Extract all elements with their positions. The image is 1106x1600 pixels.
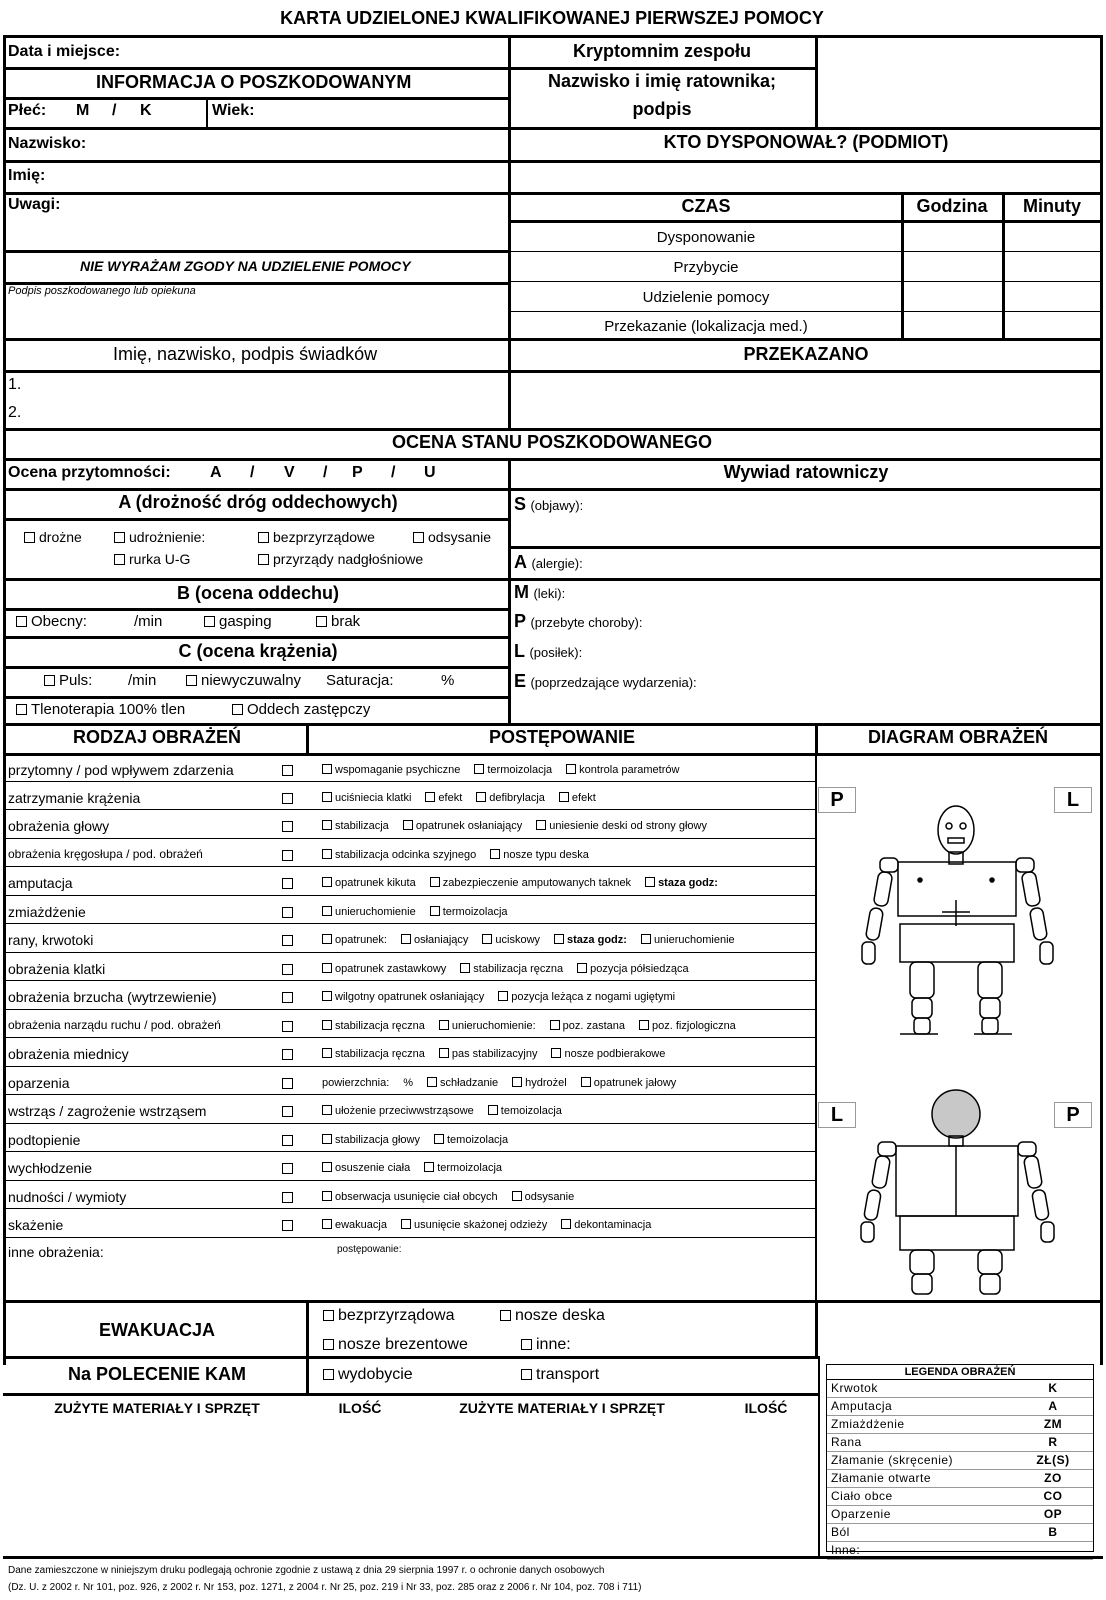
checkbox[interactable] <box>322 792 332 802</box>
injury-type-heading: RODZAJ OBRAŻEŃ <box>72 727 242 747</box>
procedure-options <box>322 1020 736 1032</box>
procedure-option: powierzchnia: <box>322 1077 390 1089</box>
sex-label: Płeć: <box>8 102 47 119</box>
injury-type-checkbox[interactable] <box>282 1106 293 1117</box>
checkbox[interactable] <box>488 1105 498 1115</box>
injury-type-label: obrażenia brzucha (wytrzewienie) <box>8 989 217 1005</box>
legend-injury-name: Złamanie otwarte <box>831 1471 932 1485</box>
procedure-option[interactable]: obserwacja usunięcie ciał obcych <box>322 1191 498 1203</box>
procedure-option[interactable]: unieruchomienie: <box>439 1020 536 1032</box>
procedure-option[interactable]: stabilizacja ręczna <box>322 1048 425 1060</box>
assessment-heading: OCENA STANU POSZKODOWANEGO <box>391 432 713 452</box>
witness-2-label: 2. <box>8 404 22 421</box>
legend-injury-name: Inne: <box>831 1543 861 1557</box>
procedure-option[interactable]: pas stabilizacyjny <box>439 1048 538 1060</box>
avpu-a[interactable]: A <box>210 464 222 481</box>
injury-type-checkbox[interactable] <box>282 1192 293 1203</box>
checkbox[interactable] <box>323 1339 334 1350</box>
signature-note: Podpis poszkodowanego lub opiekuna <box>8 285 196 297</box>
procedure-options <box>322 820 707 832</box>
checkbox[interactable] <box>322 1162 332 1172</box>
procedure-option[interactable]: nosze podbierakowe <box>551 1048 665 1060</box>
procedure-options <box>322 764 679 776</box>
checkbox[interactable] <box>114 554 125 565</box>
procedure-option[interactable]: stabilizacja głowy <box>322 1134 420 1146</box>
legend-injury-code: R <box>1048 1435 1058 1449</box>
legend-injury-name: Zmiażdżenie <box>831 1417 905 1431</box>
checkbox[interactable] <box>322 934 332 944</box>
rescuer-signature-label: podpis <box>632 99 692 119</box>
checkbox[interactable] <box>323 1369 334 1380</box>
checkbox[interactable] <box>413 532 424 543</box>
avpu-p[interactable]: P <box>352 464 363 481</box>
checkbox[interactable] <box>430 877 440 887</box>
time-row-arrival: Przybycie <box>673 259 739 276</box>
checkbox[interactable] <box>581 1077 591 1087</box>
legend-injury-code: CO <box>1043 1489 1063 1503</box>
checkbox[interactable] <box>512 1191 522 1201</box>
injury-type-checkbox[interactable] <box>282 1163 293 1174</box>
airway-open-option[interactable]: drożne <box>24 529 82 545</box>
injury-type-checkbox[interactable] <box>282 821 293 832</box>
time-row-dispatch: Dysponowanie <box>656 229 756 246</box>
checkbox[interactable] <box>639 1020 649 1030</box>
avpu-v[interactable]: V <box>284 464 295 481</box>
checkbox[interactable] <box>322 1134 332 1144</box>
procedure-option[interactable]: staza godz: <box>645 877 718 889</box>
avpu-label: Ocena przytomności: <box>8 464 171 481</box>
injury-type-label: oparzenia <box>8 1075 70 1091</box>
procedure-option[interactable]: uciśniecia klatki <box>322 792 411 804</box>
checkbox[interactable] <box>554 934 564 944</box>
evac-option-other[interactable]: inne: <box>521 1336 571 1354</box>
history-m: M (leki): <box>514 582 566 602</box>
procedure-option[interactable]: ewakuacja <box>322 1219 387 1231</box>
airway-heading: A (drożność dróg oddechowych) <box>118 492 398 512</box>
injury-type-checkbox[interactable] <box>282 992 293 1003</box>
injury-type-checkbox[interactable] <box>282 793 293 804</box>
legend-heading: LEGENDA OBRAŻEŃ <box>827 1365 1093 1380</box>
legend-rows <box>827 1380 1093 1560</box>
procedure-options <box>322 1191 574 1203</box>
procedure-options <box>322 792 596 804</box>
airway-suction-option[interactable]: odsysanie <box>413 529 491 545</box>
form-title: KARTA UDZIELONEJ KWALIFIKOWANEJ PIERWSZEJ POMOCY <box>280 8 824 28</box>
date-place-label: Data i miejsce: <box>8 43 121 60</box>
injury-type-label: zatrzymanie krążenia <box>8 790 141 806</box>
procedure-option[interactable]: schładzanie <box>427 1077 498 1089</box>
kam-order-label: Na POLECENIE KAM <box>67 1364 247 1384</box>
procedure-option: % <box>403 1077 414 1089</box>
procedure-option[interactable]: wilgotny opatrunek osłaniający <box>322 991 484 1003</box>
history-p: P (przebyte choroby): <box>514 611 643 631</box>
breathing-rate-unit: /min <box>134 613 163 630</box>
procedure-option[interactable]: usunięcie skażonej odzieży <box>401 1219 547 1231</box>
injury-type-checkbox[interactable] <box>282 765 293 776</box>
injury-type-checkbox[interactable] <box>282 1078 293 1089</box>
legend-injury-name: Krwotok <box>831 1381 878 1395</box>
sex-option-m[interactable]: M <box>76 102 90 119</box>
checkbox[interactable] <box>500 1310 511 1321</box>
rescuer-name-label: Nazwisko i imię ratownika; <box>547 71 777 91</box>
procedure-options <box>322 934 735 946</box>
checkbox[interactable] <box>316 616 327 627</box>
procedure-option[interactable]: osłaniający <box>401 934 468 946</box>
procedure-option[interactable]: stabilizacja <box>322 820 389 832</box>
patient-info-heading: INFORMACJA O POSZKODOWANYM <box>96 72 412 92</box>
evac-option-transport[interactable]: transport <box>521 1366 599 1384</box>
procedure-option[interactable]: zabezpieczenie amputowanych taknek <box>430 877 631 889</box>
checkbox[interactable] <box>439 1048 449 1058</box>
materials-col-2: ZUŻYTE MATERIAŁY I SPRZĘT <box>459 1400 665 1416</box>
legend-row <box>827 1380 1093 1398</box>
injury-legend <box>826 1364 1094 1557</box>
procedure-option[interactable]: opatrunek jałowy <box>581 1077 677 1089</box>
time-heading: CZAS <box>681 196 731 216</box>
sex-separator: / <box>112 102 117 119</box>
checkbox[interactable] <box>536 820 546 830</box>
avpu-sep: / <box>323 464 328 481</box>
checkbox[interactable] <box>24 532 35 543</box>
injury-type-checkbox[interactable] <box>282 1049 293 1060</box>
procedure-option[interactable]: termoizolacja <box>424 1162 502 1174</box>
legend-injury-name: Ból <box>831 1525 850 1539</box>
injury-type-checkbox[interactable] <box>282 1135 293 1146</box>
legend-injury-code: OP <box>1043 1507 1063 1521</box>
checkbox[interactable] <box>430 906 440 916</box>
checkbox[interactable] <box>16 616 27 627</box>
procedure-option[interactable]: uciskowy <box>482 934 540 946</box>
injury-type-label: nudności / wymioty <box>8 1189 127 1205</box>
checkbox[interactable] <box>44 675 55 686</box>
procedure-options <box>322 1134 508 1146</box>
checkbox[interactable] <box>561 1219 571 1229</box>
checkbox[interactable] <box>434 1134 444 1144</box>
handed-over-heading: PRZEKAZANO <box>743 344 869 364</box>
injury-type-label: zmiażdżenie <box>8 904 86 920</box>
procedure-options <box>322 1219 651 1231</box>
procedure-options <box>322 963 689 975</box>
breathing-heading: B (ocena oddechu) <box>176 583 340 603</box>
procedure-option[interactable]: defibrylacja <box>476 792 545 804</box>
checkbox[interactable] <box>474 764 484 774</box>
checkbox[interactable] <box>322 877 332 887</box>
surname-label: Nazwisko: <box>8 135 87 152</box>
checkbox[interactable] <box>258 532 269 543</box>
procedure-option[interactable]: dekontaminacja <box>561 1219 651 1231</box>
checkbox[interactable] <box>641 934 651 944</box>
history-l: L (posiłek): <box>514 641 583 661</box>
evac-option-canvas[interactable]: nosze brezentowe <box>323 1336 468 1354</box>
procedure-options <box>322 991 675 1003</box>
procedure-options <box>322 849 589 861</box>
procedure-option[interactable]: staza godz: <box>554 934 627 946</box>
procedure-option[interactable]: unieruchomienie <box>641 934 735 946</box>
legend-injury-name: Złamanie (skręcenie) <box>831 1453 954 1467</box>
procedure-option[interactable]: pozycja półsiedząca <box>577 963 688 975</box>
body-diagram-front[interactable] <box>860 800 1060 1040</box>
legend-row <box>827 1488 1093 1506</box>
procedure-option[interactable]: opatrunek osłaniający <box>403 820 522 832</box>
checkbox[interactable] <box>401 934 411 944</box>
procedure-option[interactable]: osuszenie ciała <box>322 1162 410 1174</box>
legend-row <box>827 1398 1093 1416</box>
injury-type-label: wychłodzenie <box>8 1160 93 1176</box>
checkbox[interactable] <box>186 675 197 686</box>
legend-injury-code: ZŁ(S) <box>1036 1453 1070 1467</box>
checkbox[interactable] <box>521 1369 532 1380</box>
checkbox[interactable] <box>425 792 435 802</box>
procedure-options <box>322 1077 676 1089</box>
checkbox[interactable] <box>322 1191 332 1201</box>
procedure-option[interactable]: poz. zastana <box>550 1020 625 1032</box>
body-diagram-back[interactable] <box>860 1088 1060 1296</box>
injury-type-label: przytomny / pod wpływem zdarzenia <box>8 762 234 778</box>
checkbox[interactable] <box>322 1020 332 1030</box>
checkbox[interactable] <box>322 963 332 973</box>
checkbox[interactable] <box>645 877 655 887</box>
procedure-option[interactable]: efekt <box>425 792 462 804</box>
injury-type-checkbox[interactable] <box>282 964 293 975</box>
checkbox[interactable] <box>258 554 269 565</box>
witness-1-label: 1. <box>8 376 22 393</box>
checkbox[interactable] <box>460 963 470 973</box>
legend-injury-name: Amputacja <box>831 1399 893 1413</box>
checkbox[interactable] <box>322 849 332 859</box>
legend-injury-code: A <box>1048 1399 1058 1413</box>
no-consent-text: NIE WYRAŻAM ZGODY NA UDZIELENIE POMOCY <box>80 258 411 274</box>
legend-injury-code: K <box>1048 1381 1058 1395</box>
legend-row <box>827 1452 1093 1470</box>
breathing-none-option[interactable]: brak <box>316 613 360 630</box>
materials-qty-col-1: ILOŚĆ <box>338 1400 382 1416</box>
procedure-option[interactable]: ułożenie przeciwwstrząsowe <box>322 1105 474 1117</box>
hour-heading: Godzina <box>916 196 988 216</box>
history-heading: Wywiad ratowniczy <box>723 462 889 482</box>
legend-row <box>827 1542 1093 1560</box>
age-label: Wiek: <box>212 102 255 119</box>
pulse-rate-unit: /min <box>128 672 157 689</box>
airway-tube-option[interactable]: rurka U-G <box>114 551 190 567</box>
legend-row <box>827 1524 1093 1542</box>
checkbox[interactable] <box>232 704 243 715</box>
procedure-option[interactable]: opatrunek zastawkowy <box>322 963 446 975</box>
injury-type-checkbox[interactable] <box>282 907 293 918</box>
checkbox[interactable] <box>476 792 486 802</box>
legend-injury-name: Rana <box>831 1435 862 1449</box>
procedure-option[interactable]: kontrola parametrów <box>566 764 679 776</box>
footer-line-1: Dane zamieszczone w niniejszym druku podlegają ochronie zgodnie z ustawą z dnia 29 sierpnia 1997 r. o ochronie danych osobowych <box>8 1565 605 1576</box>
checkbox[interactable] <box>498 991 508 1001</box>
procedure-option[interactable]: uniesienie deski od strony głowy <box>536 820 707 832</box>
history-s: S (objawy): <box>514 494 584 514</box>
diagram-heading: DIAGRAM OBRAŻEŃ <box>868 727 1048 747</box>
procedure-option[interactable]: odsysanie <box>512 1191 575 1203</box>
procedure-option[interactable]: wspomaganie psychiczne <box>322 764 460 776</box>
legend-injury-code: ZO <box>1044 1471 1062 1485</box>
materials-qty-col-2: ILOŚĆ <box>744 1400 788 1416</box>
witnesses-heading: Imię, nazwisko, podpis świadków <box>113 344 378 364</box>
checkbox[interactable] <box>322 1105 332 1115</box>
procedure-options <box>322 906 508 918</box>
injury-type-checkbox[interactable] <box>282 850 293 861</box>
sex-option-k[interactable]: K <box>140 102 152 119</box>
injury-type-label: obrażenia narządu ruchu / pod. obrażeń <box>8 1018 221 1032</box>
other-injuries-label: inne obrażenia: <box>8 1244 104 1260</box>
procedure-option[interactable]: efekt <box>559 792 596 804</box>
procedure-options <box>322 1105 562 1117</box>
legend-injury-name: Ciało obce <box>831 1489 893 1503</box>
airway-supraglottic-option[interactable]: przyrządy nadgłośniowe <box>258 551 423 567</box>
procedure-option[interactable]: unieruchomienie <box>322 906 416 918</box>
procedure-option[interactable]: pozycja leżąca z nogami ugiętymi <box>498 991 675 1003</box>
checkbox[interactable] <box>521 1339 532 1350</box>
checkbox[interactable] <box>559 792 569 802</box>
name-label: Imię: <box>8 167 46 184</box>
checkbox[interactable] <box>322 1219 332 1229</box>
injury-type-label: obrażenia klatki <box>8 961 106 977</box>
injury-type-checkbox[interactable] <box>282 1021 293 1032</box>
avpu-sep: / <box>250 464 255 481</box>
checkbox[interactable] <box>322 1048 332 1058</box>
legend-row <box>827 1506 1093 1524</box>
dispatcher-label: KTO DYSPONOWAŁ? (PODMIOT) <box>663 132 949 152</box>
checkbox[interactable] <box>401 1219 411 1229</box>
procedure-option[interactable]: stabilizacja ręczna <box>460 963 563 975</box>
saturation-label: Saturacja: <box>326 672 394 689</box>
avpu-u[interactable]: U <box>424 464 436 481</box>
pulse-option[interactable]: Puls: <box>44 672 92 689</box>
legend-row <box>827 1434 1093 1452</box>
evacuation-heading: EWAKUACJA <box>98 1320 216 1340</box>
other-procedure-label: postępowanie: <box>337 1244 402 1255</box>
procedure-option[interactable]: termoizolacja <box>474 764 552 776</box>
procedure-heading: POSTĘPOWANIE <box>488 727 636 747</box>
saturation-unit: % <box>441 672 455 689</box>
checkbox[interactable] <box>204 616 215 627</box>
checkbox[interactable] <box>490 849 500 859</box>
diagram-front-left-side-label: L <box>1054 787 1092 813</box>
checkbox[interactable] <box>482 934 492 944</box>
legend-injury-name: Oparzenie <box>831 1507 891 1521</box>
injury-type-label: rany, krwotoki <box>8 932 94 948</box>
legend-row <box>827 1470 1093 1488</box>
legend-injury-code: B <box>1048 1525 1058 1539</box>
legend-row <box>827 1416 1093 1434</box>
airway-nodevice-option[interactable]: bezprzyrządowe <box>258 529 375 545</box>
procedure-options <box>322 1048 665 1060</box>
procedure-option[interactable]: opatrunek: <box>322 934 387 946</box>
footer-line-2: (Dz. U. z 2002 r. Nr 101, poz. 926, z 2002 r. Nr 153, poz. 1271, z 2004 r. Nr 25, poz. 219 i Nr 33, poz. 285 oraz z 2006 r. Nr 104, poz. 708 i 711) <box>8 1582 642 1593</box>
checkbox[interactable] <box>322 906 332 916</box>
airway-clearing-option[interactable]: udrożnienie: <box>114 529 205 545</box>
procedure-option[interactable]: nosze typu deska <box>490 849 589 861</box>
injury-type-label: amputacja <box>8 875 73 891</box>
breathing-gasping-option[interactable]: gasping <box>204 613 272 630</box>
injury-type-label: skażenie <box>8 1217 64 1233</box>
checkbox[interactable] <box>322 991 332 1001</box>
legend-injury-code: ZM <box>1043 1417 1063 1431</box>
time-row-handover: Przekazanie (lokalizacja med.) <box>604 318 808 335</box>
procedure-option[interactable]: temoizolacja <box>488 1105 562 1117</box>
checkbox[interactable] <box>424 1162 434 1172</box>
evac-option-extraction[interactable]: wydobycie <box>323 1366 413 1384</box>
procedure-option[interactable]: temoizolacja <box>434 1134 508 1146</box>
diagram-back-right-side-label: P <box>1054 1102 1092 1128</box>
checkbox[interactable] <box>439 1020 449 1030</box>
checkbox[interactable] <box>427 1077 437 1087</box>
legend-injury-code <box>1013 1542 1093 1559</box>
injury-type-checkbox[interactable] <box>282 935 293 946</box>
history-e: E (poprzedzające wydarzenia): <box>514 671 697 691</box>
procedure-option[interactable]: stabilizacja odcinka szyjnego <box>322 849 476 861</box>
checkbox[interactable] <box>566 764 576 774</box>
injury-type-label: wstrząs / zagrożenie wstrząsem <box>8 1103 207 1119</box>
procedure-option[interactable]: stabilizacja ręczna <box>322 1020 425 1032</box>
procedure-option[interactable]: hydrożel <box>512 1077 567 1089</box>
checkbox[interactable] <box>322 764 332 774</box>
breathing-present-option[interactable]: Obecny: <box>16 613 87 630</box>
evac-option-board[interactable]: nosze deska <box>500 1307 605 1325</box>
checkbox[interactable] <box>322 820 332 830</box>
checkbox[interactable] <box>512 1077 522 1087</box>
injury-type-label: obrażenia miednicy <box>8 1046 129 1062</box>
minutes-heading: Minuty <box>1023 196 1081 216</box>
notes-label: Uwagi: <box>8 196 61 213</box>
procedure-options <box>322 877 718 889</box>
injury-type-label: podtopienie <box>8 1132 81 1148</box>
checkbox[interactable] <box>16 704 27 715</box>
materials-col-1: ZUŻYTE MATERIAŁY I SPRZĘT <box>54 1400 260 1416</box>
procedure-option[interactable]: termoizolacja <box>430 906 508 918</box>
evac-option-nodevice[interactable]: bezprzyrządowa <box>323 1307 455 1325</box>
procedure-options <box>322 1162 502 1174</box>
injury-type-label: obrażenia głowy <box>8 818 110 834</box>
diagram-back-left-side-label: L <box>818 1102 856 1128</box>
avpu-sep: / <box>391 464 396 481</box>
checkbox[interactable] <box>323 1310 334 1321</box>
checkbox[interactable] <box>550 1020 560 1030</box>
rescue-breathing-option[interactable]: Oddech zastępczy <box>232 701 370 718</box>
checkbox[interactable] <box>403 820 413 830</box>
diagram-front-right-side-label: P <box>818 787 856 813</box>
injury-type-checkbox[interactable] <box>282 1220 293 1231</box>
procedure-option[interactable]: opatrunek kikuta <box>322 877 416 889</box>
checkbox[interactable] <box>551 1048 561 1058</box>
circulation-heading: C (ocena krążenia) <box>178 641 338 661</box>
team-code-label: Kryptomnim zespołu <box>572 41 752 61</box>
injury-type-label: obrażenia kręgosłupa / pod. obrażeń <box>8 847 203 861</box>
time-row-aid: Udzielenie pomocy <box>642 289 770 306</box>
checkbox[interactable] <box>577 963 587 973</box>
history-a: A (alergie): <box>514 552 583 572</box>
oxygen-option[interactable]: Tlenoterapia 100% tlen <box>16 701 185 718</box>
pulse-nonpalpable-option[interactable]: niewyczuwalny <box>186 672 301 689</box>
injury-type-checkbox[interactable] <box>282 878 293 889</box>
checkbox[interactable] <box>114 532 125 543</box>
procedure-option[interactable]: poz. fizjologiczna <box>639 1020 736 1032</box>
